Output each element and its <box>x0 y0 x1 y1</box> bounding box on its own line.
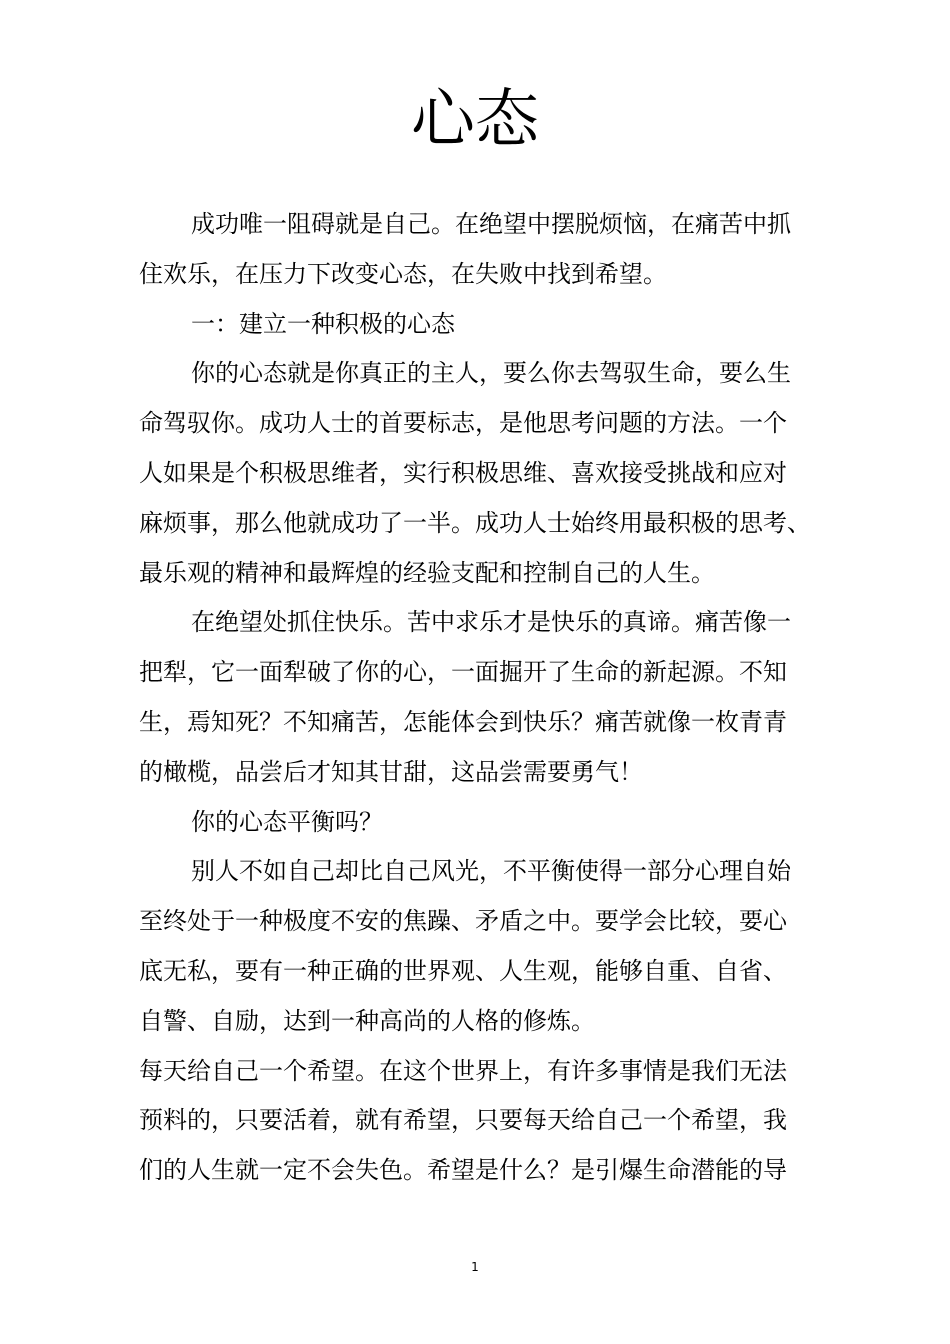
text-line: 至终处于一种极度不安的焦躁、矛盾之中。要学会比较，要心 <box>139 907 787 936</box>
text-line: 每天给自己一个希望。在这个世界上，有许多事情是我们无法 <box>139 1056 787 1085</box>
text-line: 别人不如自己却比自己风光，不平衡使得一部分心理自始 <box>191 857 791 886</box>
text-line: 成功唯一阻碍就是自己。在绝望中摆脱烦恼，在痛苦中抓 <box>191 210 791 238</box>
text-line: 你的心态就是你真正的主人，要么你去驾驭生命，要么生 <box>191 359 791 388</box>
page-number: 1 <box>471 1260 479 1274</box>
text-line: 在绝望处抓住快乐。苦中求乐才是快乐的真谛。痛苦像一 <box>191 608 791 637</box>
document-body <box>139 200 817 1196</box>
text-line: 麻烦事，那么他就成功了一半。成功人士始终用最积极的思考、 <box>139 508 811 537</box>
page-title: 心态 <box>411 83 539 157</box>
text-line: 把犁，它一面犁破了你的心，一面掘开了生命的新起源。不知 <box>139 658 787 687</box>
text-line: 的橄榄，品尝后才知其甘甜，这品尝需要勇气！ <box>139 757 643 786</box>
text-line: 住欢乐，在压力下改变心态，在失败中找到希望。 <box>139 259 667 288</box>
text-line: 最乐观的精神和最辉煌的经验支配和控制自己的人生。 <box>139 558 715 587</box>
text-line: 自警、自励，达到一种高尚的人格的修炼。 <box>139 1006 595 1035</box>
text-line: 预料的，只要活着，就有希望，只要每天给自己一个希望，我 <box>139 1106 787 1135</box>
text-line: 底无私，要有一种正确的世界观、人生观，能够自重、自省、 <box>139 956 787 985</box>
text-line: 命驾驭你。成功人士的首要标志，是他思考问题的方法。一个 <box>139 409 787 438</box>
text-line: 一：建立一种积极的心态 <box>191 309 455 338</box>
text-line: 生，焉知死？不知痛苦，怎能体会到快乐？痛苦就像一枚青青 <box>139 707 787 736</box>
text-line: 人如果是个积极思维者，实行积极思维、喜欢接受挑战和应对 <box>139 458 787 487</box>
text-line: 你的心态平衡吗？ <box>191 807 383 836</box>
text-line: 们的人生就一定不会失色。希望是什么？是引爆生命潜能的导 <box>139 1156 787 1185</box>
